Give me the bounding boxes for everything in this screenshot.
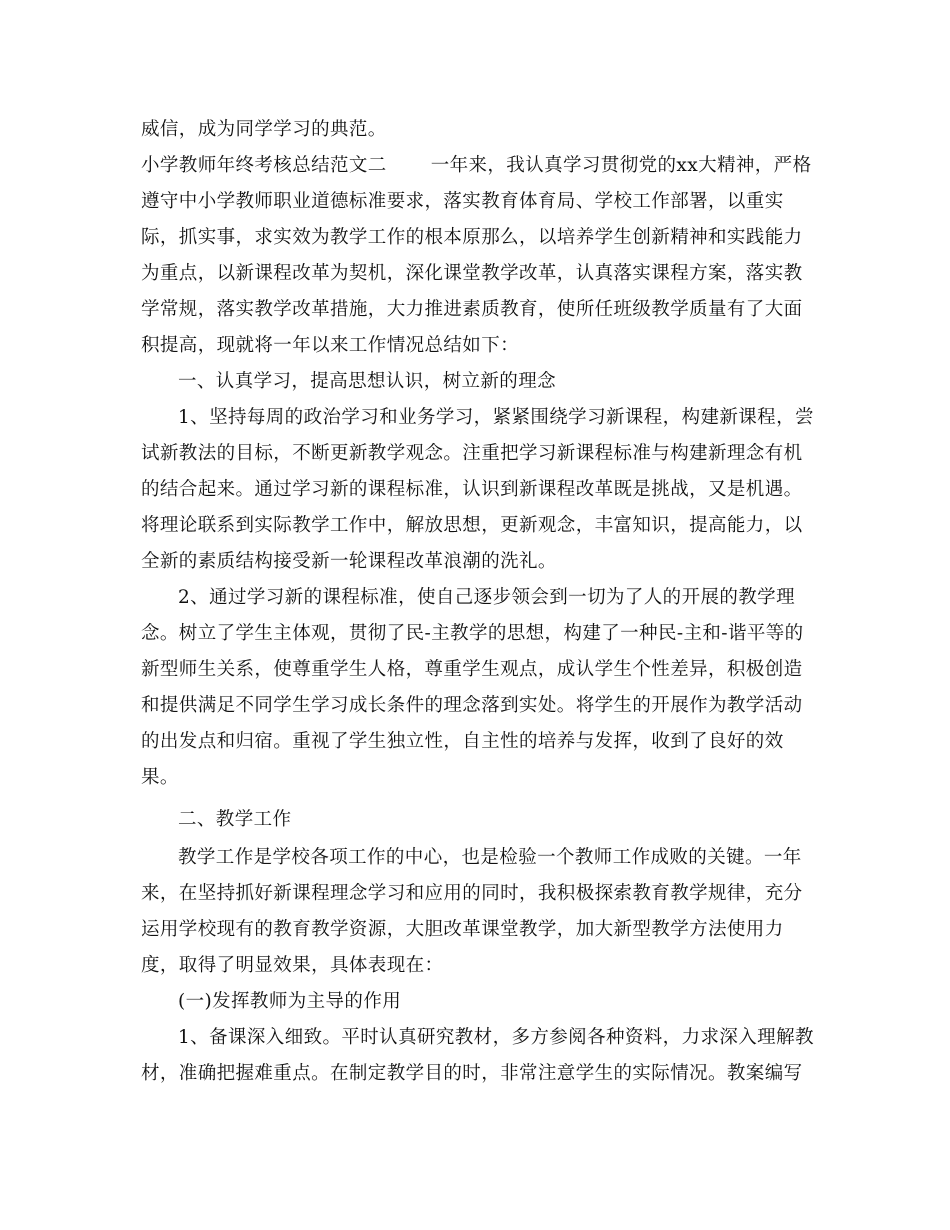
text-line: 念。树立了学生主体观，贯彻了民-主教学的思想，构建了一种民-主和-谐平等的 xyxy=(141,623,804,644)
text-line: 材，准确把握难重点。在制定教学目的时，非常注意学生的实际情况。教案编写 xyxy=(141,1063,803,1084)
text-line: 威信，成为同学学习的典范。 xyxy=(141,119,387,140)
heading-1: 一、认真学习，提高思想认识，树立新的理念 xyxy=(178,371,557,392)
text-line: 一年来，我认真学习贯彻党的xx大精神，严格 xyxy=(430,155,812,176)
heading-2: 二、教学工作 xyxy=(178,809,292,830)
section-title: 小学教师年终考核总结范文二 xyxy=(141,155,387,176)
section-title-line xyxy=(141,154,811,178)
text-line: 度，取得了明显效果，具体表现在： xyxy=(141,955,444,976)
text-line: 积提高，现就将一年以来工作情况总结如下： xyxy=(141,335,520,356)
text-line: 运用学校现有的教育教学资源，大胆改革课堂教学，加大新型教学方法使用力 xyxy=(141,919,784,940)
text-line: 遵守中小学教师职业道德标准要求，落实教育体育局、学校工作部署，以重实 xyxy=(141,191,784,212)
text-line: 1、坚持每周的政治学习和业务学习，紧紧围绕学习新课程，构建新课程，尝 xyxy=(178,407,814,428)
text-line: 为重点，以新课程改革为契机，深化课堂教学改革，认真落实课程方案，落实教 xyxy=(141,263,803,284)
subheading: (一)发挥教师为主导的作用 xyxy=(178,991,402,1012)
text-line: 学常规，落实教学改革措施，大力推进素质教育，使所任班级教学质量有了大面 xyxy=(141,299,803,320)
text-line: 将理论联系到实际教学工作中，解放思想，更新观念，丰富知识，提高能力，以 xyxy=(141,515,803,536)
text-line: 的结合起来。通过学习新的课程标准，认识到新课程改革既是挑战，又是机遇。 xyxy=(141,479,803,500)
text-line: 试新教法的目标，不断更新教学观念。注重把学习新课程标准与构建新理念有机 xyxy=(141,443,803,464)
text-line: 的出发点和归宿。重视了学生独立性，自主性的培养与发挥，收到了良好的效 xyxy=(141,731,784,752)
text-line: 际，抓实事，求实效为教学工作的根本原那么，以培养学生创新精神和实践能力 xyxy=(141,227,803,248)
text-line: 2、通过学习新的课程标准，使自己逐步领会到一切为了人的开展的教学理 xyxy=(178,587,795,608)
text-line: 教学工作是学校各项工作的中心，也是检验一个教师工作成败的关键。一年 xyxy=(178,847,802,868)
text-line: 新型师生关系，使尊重学生人格，尊重学生观点，成认学生个性差异，积极创造 xyxy=(141,659,803,680)
text-line: 1、备课深入细致。平时认真研究教材，多方参阅各种资料，力求深入理解教 xyxy=(178,1027,814,1048)
text-line: 和提供满足不同学生学习成长条件的理念落到实处。将学生的开展作为教学活动 xyxy=(141,695,803,716)
text-line: 来，在坚持抓好新课程理念学习和应用的同时，我积极探索教育教学规律，充分 xyxy=(141,883,803,904)
text-line: 果。 xyxy=(141,767,179,788)
text-line: 全新的素质结构接受新一轮课程改革浪潮的洗礼。 xyxy=(141,551,557,572)
